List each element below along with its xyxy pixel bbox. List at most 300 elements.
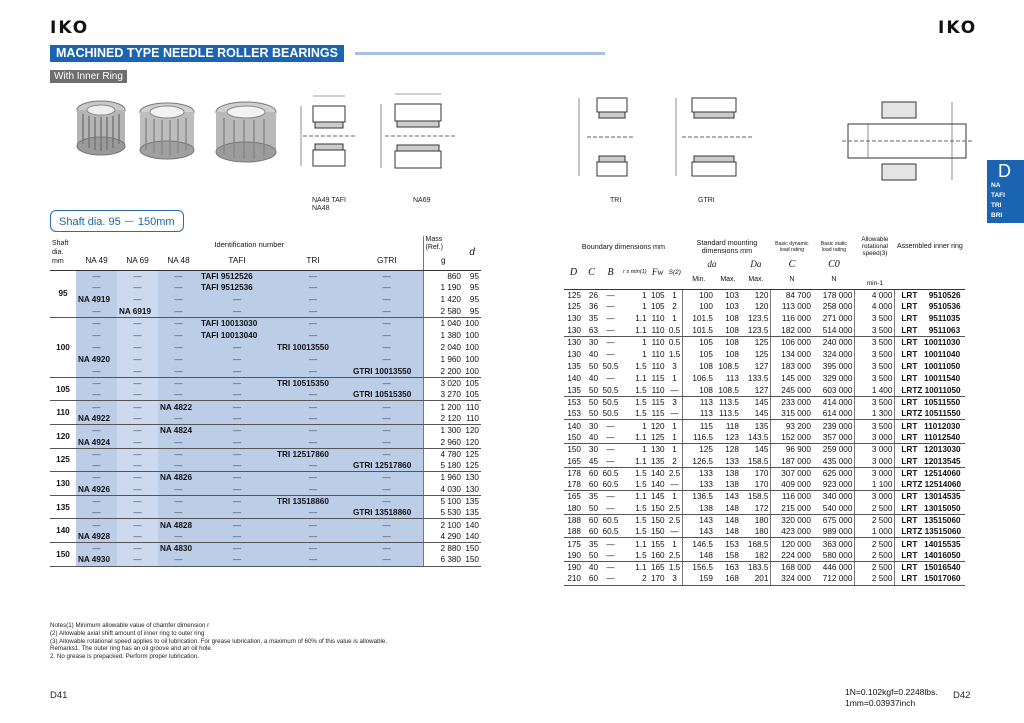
speed-cell: 2 500 bbox=[855, 514, 895, 526]
shaft-header: Shaft dia. bbox=[52, 240, 69, 257]
Da-max-cell: 125 bbox=[754, 349, 769, 359]
da-min-cell: 146.5 bbox=[683, 538, 715, 550]
Da-max-cell: 158.5 bbox=[741, 455, 771, 467]
dynamic-load-cell: 120 000 bbox=[771, 538, 813, 550]
ident-na69-cell: — bbox=[117, 413, 158, 425]
da-min-cell: 138 bbox=[683, 503, 715, 515]
B-cell: — bbox=[606, 539, 615, 549]
ident-na49-cell: — bbox=[76, 401, 117, 413]
da-max-cell: 148 bbox=[725, 515, 739, 525]
ident-na69-cell: — bbox=[117, 282, 158, 294]
ident-na49-cell: NA 4926 bbox=[76, 484, 117, 496]
D-cell: 153 bbox=[564, 408, 583, 420]
ident-na48-cell: — bbox=[158, 305, 199, 317]
table-row bbox=[50, 436, 481, 448]
bore-d-cell: 140 bbox=[463, 531, 481, 543]
B-cell: — bbox=[606, 563, 615, 573]
static-load-cell: 712 000 bbox=[813, 573, 855, 585]
ident-tafi-cell: — bbox=[199, 484, 275, 496]
col-D: D bbox=[564, 257, 583, 289]
speed-cell: 1 000 bbox=[855, 526, 895, 538]
mass-cell: 1 200 bbox=[423, 401, 463, 413]
static-load-cell: 271 000 bbox=[822, 313, 853, 323]
C-cell: 40 bbox=[588, 563, 598, 573]
S-cell: 1 bbox=[672, 421, 677, 431]
da-max-cell: 158 bbox=[715, 550, 741, 562]
table-row bbox=[564, 467, 965, 479]
D-cell: 150 bbox=[564, 432, 583, 444]
col-shaft bbox=[50, 236, 76, 270]
ident-na48-cell: — bbox=[158, 554, 199, 566]
ident-tafi-cell: — bbox=[199, 413, 275, 425]
table-row bbox=[564, 420, 965, 432]
dynamic-load-cell: 168 000 bbox=[771, 562, 813, 574]
ident-tri-cell: — bbox=[275, 389, 351, 401]
S-cell: 3 bbox=[672, 362, 677, 372]
B-cell: — bbox=[606, 374, 615, 384]
boundary-header: Boundary dimensions mm bbox=[581, 242, 665, 251]
C-cell: 60 bbox=[588, 515, 598, 525]
C-cell: 35 bbox=[588, 539, 598, 549]
inner-ring-cell: LRTZ 12514060 bbox=[895, 479, 965, 491]
D-cell: 125 bbox=[567, 290, 581, 300]
Fw-cell: 165 bbox=[650, 563, 665, 573]
unit-line: 1N=0.102kgf=0.2248lbs. bbox=[845, 687, 938, 697]
Da-max-cell: 123.5 bbox=[741, 324, 771, 336]
bore-d-cell: 150 bbox=[465, 544, 479, 554]
inner-ring-cell: LRT 14015535 bbox=[895, 538, 965, 550]
C-cell: 35 bbox=[588, 313, 598, 323]
r-cell: 1.1 bbox=[635, 492, 647, 502]
bore-d-cell: 100 bbox=[463, 366, 481, 378]
ident-na49-cell: — bbox=[76, 270, 117, 282]
S-cell: 0.5 bbox=[667, 324, 683, 336]
table-row bbox=[564, 408, 965, 420]
S-cell: 1 bbox=[672, 313, 677, 323]
B-cell: 60.5 bbox=[600, 479, 621, 491]
D-cell: 125 bbox=[567, 302, 581, 312]
static-load-cell: 259 000 bbox=[822, 445, 853, 455]
section-tab[interactable] bbox=[987, 160, 1024, 223]
table-row bbox=[564, 289, 965, 301]
dynamic-load-cell: 145 000 bbox=[771, 373, 813, 385]
speed-cell: 2 500 bbox=[855, 538, 895, 550]
S-cell: — bbox=[667, 408, 683, 420]
ident-na49-cell: NA 4924 bbox=[76, 436, 117, 448]
B-cell: — bbox=[606, 445, 615, 455]
speed-cell: 1 300 bbox=[855, 408, 895, 420]
table-row bbox=[50, 329, 481, 342]
r-cell: 1.5 bbox=[635, 362, 647, 372]
inner-ring-cell: LRT 9510536 bbox=[895, 301, 965, 313]
unit-line: 1mm=0.03937inch bbox=[845, 697, 916, 708]
da-max-cell: 128 bbox=[725, 445, 739, 455]
mass-cell: 4 780 bbox=[423, 448, 463, 460]
speed-cell: 2 500 bbox=[855, 503, 895, 515]
ident-tri-cell: — bbox=[275, 366, 351, 378]
inner-ring-cell: LRT 10511550 bbox=[895, 396, 965, 408]
ident-na69-cell: — bbox=[117, 495, 158, 507]
ident-na49-cell: NA 4928 bbox=[76, 531, 117, 543]
static-load-cell: 324 000 bbox=[822, 349, 853, 359]
table-row bbox=[564, 313, 965, 325]
table-row bbox=[564, 385, 965, 397]
Fw-cell: 160 bbox=[649, 550, 667, 562]
static-load-header: Basic static load rating bbox=[820, 240, 848, 253]
Fw-cell: 110 bbox=[651, 349, 665, 359]
S-cell: 2 bbox=[672, 302, 677, 312]
Da-max-cell: 127 bbox=[754, 362, 769, 372]
bore-d-cell: 100 bbox=[465, 330, 479, 340]
bore-d-cell: 150 bbox=[463, 554, 481, 566]
col-Da-max: Max. bbox=[741, 271, 771, 289]
ident-na69-cell: — bbox=[117, 472, 158, 484]
col-C0: C0 bbox=[828, 258, 840, 270]
r-cell: 1.5 bbox=[621, 479, 649, 491]
da-max-cell: 118 bbox=[725, 421, 739, 431]
mass-header: Mass (Ref.) bbox=[423, 236, 463, 252]
Da-max-cell: 170 bbox=[741, 479, 771, 491]
da-max-cell: 133 bbox=[715, 455, 741, 467]
ident-tri-cell: TRI 10515350 bbox=[275, 377, 351, 389]
da-max-cell: 103 bbox=[725, 302, 739, 312]
bore-d-cell: 105 bbox=[465, 379, 479, 389]
Fw-cell: 140 bbox=[650, 468, 665, 478]
ident-na49-cell: — bbox=[76, 448, 117, 460]
ident-gtri-cell: — bbox=[351, 329, 423, 342]
table-row bbox=[50, 413, 481, 425]
Fw-cell: 110 bbox=[651, 313, 665, 323]
C-cell: 50 bbox=[588, 398, 598, 408]
ident-tafi-cell: — bbox=[199, 543, 275, 555]
Da-max-cell: 172 bbox=[741, 503, 771, 515]
notes bbox=[50, 622, 387, 661]
static-load-cell: 178 000 bbox=[822, 290, 853, 300]
Da-max-cell: 145 bbox=[741, 408, 771, 420]
col-Fw: Fw bbox=[649, 257, 667, 289]
table-row bbox=[564, 526, 965, 538]
da-max-cell: 113.5 bbox=[715, 408, 741, 420]
D-cell: 150 bbox=[567, 445, 581, 455]
D-cell: 210 bbox=[564, 573, 583, 585]
table-row bbox=[50, 342, 481, 354]
ident-tafi-cell: — bbox=[199, 507, 275, 519]
ident-na48-cell: NA 4822 bbox=[158, 401, 199, 413]
col-r: r s min(1) bbox=[621, 257, 649, 289]
D-cell: 178 bbox=[567, 468, 581, 478]
r-cell: 1.5 bbox=[635, 515, 647, 525]
table-row bbox=[564, 444, 965, 456]
mass-cell: 5 100 bbox=[423, 495, 463, 507]
da-max-cell: 108 bbox=[725, 313, 739, 323]
static-load-cell: 603 000 bbox=[813, 385, 855, 397]
dynamic-load-cell: 187 000 bbox=[771, 455, 813, 467]
da-min-cell: 101.5 bbox=[683, 313, 715, 325]
da-min-cell: 108 bbox=[683, 361, 715, 373]
section-tab-item: BRI bbox=[991, 212, 1003, 219]
ident-na69-cell: — bbox=[117, 425, 158, 437]
dynamic-load-cell: 93 200 bbox=[771, 420, 813, 432]
table-row bbox=[564, 361, 965, 373]
ident-tafi-cell: — bbox=[199, 305, 275, 317]
ident-na49-cell: — bbox=[76, 342, 117, 354]
table-row bbox=[50, 448, 481, 460]
ident-na48-cell: — bbox=[158, 531, 199, 543]
r-cell: 1.5 bbox=[635, 398, 647, 408]
bore-d-cell: 105 bbox=[463, 389, 481, 401]
speed-cell: 1 400 bbox=[855, 385, 895, 397]
da-max-cell: 123 bbox=[715, 432, 741, 444]
col-B: B bbox=[600, 257, 621, 289]
shaft-dia-cell: 110 bbox=[50, 401, 76, 425]
ident-tafi-cell: — bbox=[199, 354, 275, 366]
da-min-cell: 143 bbox=[683, 526, 715, 538]
da-min-cell: 113 bbox=[683, 408, 715, 420]
Fw-cell: 170 bbox=[649, 573, 667, 585]
ident-na48-cell: — bbox=[158, 366, 199, 378]
S-cell: 2.5 bbox=[667, 550, 683, 562]
ident-tri-cell: — bbox=[275, 531, 351, 543]
col-mass-unit: g bbox=[423, 252, 463, 270]
C-cell: 35 bbox=[588, 492, 598, 502]
r-cell: 1.5 bbox=[621, 385, 649, 397]
bore-d-cell: 130 bbox=[465, 473, 479, 483]
ident-na48-cell: — bbox=[158, 354, 199, 366]
col-da-max: Max. bbox=[715, 271, 741, 289]
B-cell: — bbox=[606, 302, 615, 312]
ident-gtri-cell: — bbox=[351, 484, 423, 496]
da-min-cell: 106.5 bbox=[683, 373, 715, 385]
ident-gtri-cell: — bbox=[351, 282, 423, 294]
table-row bbox=[50, 460, 481, 472]
table-row bbox=[564, 550, 965, 562]
r-cell: 1.1 bbox=[635, 374, 647, 384]
C-cell: 50 bbox=[583, 385, 600, 397]
page-title: MACHINED TYPE NEEDLE ROLLER BEARINGS bbox=[50, 45, 344, 62]
static-load-cell: 357 000 bbox=[813, 432, 855, 444]
speed-cell: 4 000 bbox=[855, 301, 895, 313]
table-row bbox=[50, 294, 481, 306]
static-load-cell: 240 000 bbox=[822, 337, 853, 347]
inner-ring-cell: LRT 13014535 bbox=[895, 491, 965, 503]
ident-gtri-cell: GTRI 13518860 bbox=[351, 507, 423, 519]
ident-na48-cell: — bbox=[158, 413, 199, 425]
ident-gtri-cell: — bbox=[351, 472, 423, 484]
Fw-cell: 150 bbox=[649, 526, 667, 538]
ident-gtri-cell: — bbox=[351, 317, 423, 329]
da-max-cell: 163 bbox=[725, 563, 739, 573]
ident-tafi-cell: TAFI 10013030 bbox=[199, 317, 275, 329]
ident-na48-cell: NA 4830 bbox=[158, 543, 199, 555]
brand-logo: IKO bbox=[50, 18, 90, 38]
B-cell: 50.5 bbox=[602, 362, 619, 372]
bore-d-cell: 110 bbox=[465, 402, 479, 412]
S-cell: 1 bbox=[667, 432, 683, 444]
ident-tri-cell: TRI 12517860 bbox=[275, 448, 351, 460]
shaft-dia-cell: 130 bbox=[50, 472, 76, 496]
D-cell: 180 bbox=[564, 503, 583, 515]
speed-cell: 3 500 bbox=[855, 336, 895, 348]
static-load-cell: 329 000 bbox=[822, 374, 853, 384]
ident-gtri-cell: — bbox=[351, 495, 423, 507]
brand-logo-right: IKO bbox=[938, 18, 978, 38]
D-cell: 153 bbox=[567, 398, 581, 408]
C-cell: 36 bbox=[588, 302, 598, 312]
shaft-dia-cell: 120 bbox=[50, 425, 76, 449]
ident-gtri-cell: — bbox=[351, 519, 423, 531]
bearing-photo-3 bbox=[210, 98, 282, 166]
Fw-cell: 145 bbox=[650, 492, 665, 502]
B-cell: — bbox=[600, 455, 621, 467]
B-cell: — bbox=[606, 337, 615, 347]
table-row bbox=[50, 401, 481, 413]
S-cell: 2.5 bbox=[667, 503, 683, 515]
ident-na48-cell: — bbox=[158, 282, 199, 294]
mass-cell: 1 960 bbox=[423, 472, 463, 484]
Fw-cell: 110 bbox=[651, 337, 665, 347]
mass-cell: 1 420 bbox=[423, 294, 463, 306]
drawing-label-na48: NA48 bbox=[312, 205, 330, 212]
da-min-cell: 100 bbox=[683, 289, 715, 301]
ident-tafi-cell: — bbox=[199, 460, 275, 472]
shaft-dia-cell: 95 bbox=[50, 270, 76, 317]
B-cell: — bbox=[600, 324, 621, 336]
ident-na69-cell: — bbox=[117, 543, 158, 555]
ident-na49-cell: — bbox=[76, 519, 117, 531]
page-number-right: D42 bbox=[953, 690, 971, 701]
col-Cd-unit: N bbox=[771, 271, 813, 289]
Fw-cell: 115 bbox=[649, 408, 667, 420]
bore-d-cell: 125 bbox=[463, 460, 481, 472]
D-cell: 188 bbox=[567, 515, 581, 525]
C-cell: 60 bbox=[588, 468, 598, 478]
da-min-cell: 159 bbox=[683, 573, 715, 585]
table-row bbox=[50, 531, 481, 543]
C-cell: 30 bbox=[588, 337, 598, 347]
inner-ring-cell: LRTZ 10011050 bbox=[895, 385, 965, 397]
da-max-cell: 138 bbox=[715, 479, 741, 491]
inner-ring-cell: LRT 14016050 bbox=[895, 550, 965, 562]
shaft-dia-cell: 125 bbox=[50, 448, 76, 472]
C-cell: 30 bbox=[588, 421, 598, 431]
ident-na49-cell: — bbox=[76, 472, 117, 484]
shaft-dia-cell: 150 bbox=[50, 543, 76, 567]
S-cell: 1 bbox=[672, 290, 677, 300]
ident-na48-cell: — bbox=[158, 448, 199, 460]
dynamic-load-cell: 183 000 bbox=[771, 361, 813, 373]
dynamic-load-cell: 324 000 bbox=[771, 573, 813, 585]
bore-d-cell: 125 bbox=[465, 449, 479, 459]
speed-cell: 1 100 bbox=[855, 479, 895, 491]
da-max-cell: 143 bbox=[725, 492, 739, 502]
section-tab-item: TAFI bbox=[991, 192, 1005, 199]
inner-ring-cell: LRT 12013545 bbox=[895, 455, 965, 467]
speed-cell: 3 500 bbox=[855, 373, 895, 385]
bore-d-cell: 95 bbox=[463, 305, 481, 317]
r-cell: 1.5 bbox=[621, 408, 649, 420]
Da-max-cell: 120 bbox=[754, 290, 769, 300]
ident-tafi-cell: — bbox=[199, 342, 275, 354]
B-cell: 60.5 bbox=[602, 515, 619, 525]
Da-max-cell: 143.5 bbox=[741, 432, 771, 444]
r-cell: 1 bbox=[642, 290, 647, 300]
ident-gtri-cell: — bbox=[351, 401, 423, 413]
inner-ring-cell: LRT 15016540 bbox=[895, 562, 965, 574]
B-cell: 50.5 bbox=[602, 398, 619, 408]
B-cell: 50.5 bbox=[600, 385, 621, 397]
col-gtri: GTRI bbox=[351, 252, 423, 270]
S-cell: 3 bbox=[667, 573, 683, 585]
C-cell: 40 bbox=[583, 432, 600, 444]
ident-na48-cell: NA 4826 bbox=[158, 472, 199, 484]
ident-gtri-cell: GTRI 10013550 bbox=[351, 366, 423, 378]
ident-gtri-cell: GTRI 12517860 bbox=[351, 460, 423, 472]
drawing-na49 bbox=[293, 86, 361, 186]
S-cell: 1.5 bbox=[668, 349, 681, 359]
Fw-cell: 110 bbox=[649, 385, 667, 397]
ident-na48-cell: — bbox=[158, 507, 199, 519]
ident-na48-cell: — bbox=[158, 484, 199, 496]
ident-na69-cell: — bbox=[117, 270, 158, 282]
S-cell: 2.5 bbox=[668, 515, 681, 525]
r-cell: 1.5 bbox=[621, 550, 649, 562]
ident-na69-cell: — bbox=[117, 342, 158, 354]
Da-max-cell: 125 bbox=[754, 337, 769, 347]
table-row bbox=[50, 389, 481, 401]
table-row bbox=[50, 543, 481, 555]
speed-cell: 3 500 bbox=[855, 324, 895, 336]
B-cell: 60.5 bbox=[600, 526, 621, 538]
da-min-cell: 133 bbox=[683, 467, 715, 479]
ident-na48-cell: NA 4824 bbox=[158, 425, 199, 437]
shaft-range-label: Shaft dia. 95 ー 150mm bbox=[50, 210, 184, 232]
table-row bbox=[50, 317, 481, 329]
D-cell: 130 bbox=[567, 349, 581, 359]
dynamic-load-cell: 182 000 bbox=[771, 324, 813, 336]
Fw-cell: 150 bbox=[649, 503, 667, 515]
Da-max-cell: 127 bbox=[741, 385, 771, 397]
ident-na69-cell: — bbox=[117, 519, 158, 531]
ident-na48-cell: — bbox=[158, 377, 199, 389]
speed-cell: 3 500 bbox=[855, 420, 895, 432]
B-cell: — bbox=[606, 349, 615, 359]
static-load-cell: 923 000 bbox=[813, 479, 855, 491]
mass-cell: 3 270 bbox=[423, 389, 463, 401]
ident-na48-cell: — bbox=[158, 294, 199, 306]
table-row bbox=[564, 432, 965, 444]
ident-gtri-cell: — bbox=[351, 425, 423, 437]
table-row bbox=[564, 396, 965, 408]
Fw-cell: 135 bbox=[649, 455, 667, 467]
ident-gtri-cell: — bbox=[351, 342, 423, 354]
ident-na69-cell: — bbox=[117, 436, 158, 448]
C-cell: 63 bbox=[583, 324, 600, 336]
inner-ring-cell: LRT 10011540 bbox=[895, 373, 965, 385]
dynamic-load-cell: 134 000 bbox=[771, 348, 813, 361]
static-load-cell: 414 000 bbox=[822, 398, 853, 408]
ident-tri-cell: — bbox=[275, 317, 351, 329]
bore-d-cell: 100 bbox=[465, 318, 479, 328]
inner-ring-cell: LRT 9511035 bbox=[895, 313, 965, 325]
dynamic-load-cell: 215 000 bbox=[771, 503, 813, 515]
S-cell: 2 bbox=[667, 455, 683, 467]
D-cell: 165 bbox=[564, 455, 583, 467]
ident-gtri-cell: — bbox=[351, 354, 423, 366]
ident-tri-cell: — bbox=[275, 543, 351, 555]
ident-na69-cell: — bbox=[117, 448, 158, 460]
table-row bbox=[564, 348, 965, 361]
C-cell: 45 bbox=[583, 455, 600, 467]
